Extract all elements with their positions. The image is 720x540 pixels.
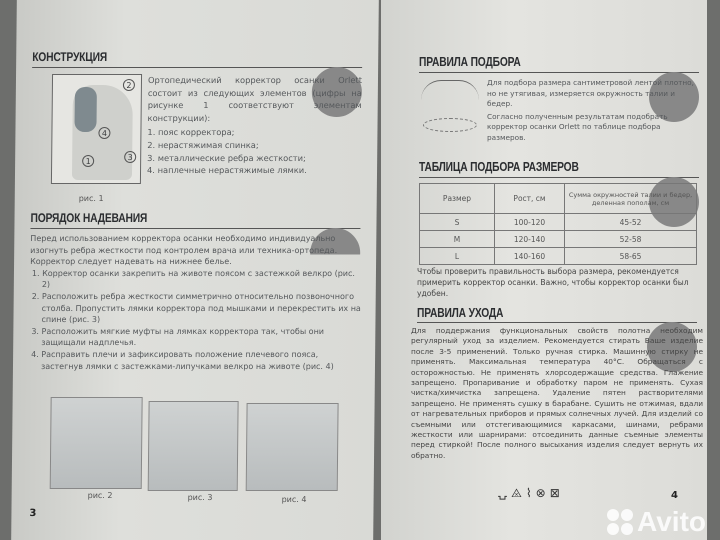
photo-caption: рис. 3 bbox=[187, 493, 213, 502]
step: 4. Расправить плечи и зафиксировать положение плечевого пояса, застегнув лямки с застежками-липучками велкро на животе (рис. 4) bbox=[31, 349, 334, 371]
right-page bbox=[381, 0, 707, 540]
list-item: 3. металлические ребра жесткости; bbox=[147, 152, 306, 163]
figure-caption: рис. 1 bbox=[78, 194, 104, 203]
figure-1 bbox=[51, 74, 142, 184]
photo-caption: рис. 4 bbox=[281, 495, 307, 504]
no-iron-icon: ⌇ bbox=[525, 486, 532, 500]
fitting-p1: Для подбора размера сантиметровой лентой плотно, но не утягивая, измеряется окружность талии и бедер. bbox=[487, 78, 694, 108]
marker: 4 bbox=[98, 127, 110, 139]
cell: 100-120 bbox=[495, 214, 565, 231]
header-cell: Сумма окружностей талии и бедер, деленная пополам, см bbox=[565, 184, 697, 214]
cell: 52-58 bbox=[565, 231, 697, 248]
fitting-p2: Согласно полученным результатам подобрать корректор осанки Orlett по таблице подбора размеров. bbox=[487, 111, 668, 142]
size-table bbox=[419, 183, 697, 265]
intro: Перед использованием корректора осанки необходимо индивидуально изогнуть ребра жесткости под контролем врача или техника-ортопеда. Корректор следует надевать на нижнее белье. bbox=[30, 234, 338, 267]
photo-fig-3 bbox=[148, 401, 239, 491]
photo-fig-4 bbox=[246, 403, 339, 491]
step: 1. Корректор осанки закрепить на животе поясом с застежкой велкро (рис. 2) bbox=[31, 268, 356, 290]
left-page bbox=[11, 0, 379, 540]
watermark-text: Avito bbox=[637, 506, 706, 537]
hand-wash-icon: ⍽ bbox=[498, 486, 508, 500]
care-heading: ПРАВИЛА УХОДА bbox=[417, 306, 504, 320]
header-cell: Размер bbox=[420, 184, 495, 214]
list-item: 1. пояс корректора; bbox=[147, 127, 235, 138]
table-row bbox=[420, 248, 697, 265]
wearing-text bbox=[29, 233, 362, 372]
table-header-row bbox=[420, 184, 697, 214]
cell: 45-52 bbox=[565, 214, 697, 231]
wearing-heading: ПОРЯДОК НАДЕВАНИЯ bbox=[30, 211, 148, 225]
avito-watermark bbox=[607, 506, 706, 538]
construction-text bbox=[147, 74, 362, 177]
photo-caption: рис. 2 bbox=[87, 491, 113, 500]
divider bbox=[419, 72, 699, 73]
table-row bbox=[420, 231, 697, 248]
size-table-heading: ТАБЛИЦА ПОДБОРА РАЗМЕРОВ bbox=[419, 160, 579, 174]
divider bbox=[419, 177, 699, 178]
divider bbox=[32, 67, 362, 68]
page-number: 4 bbox=[671, 490, 678, 501]
marker: 1 bbox=[82, 155, 94, 167]
torso-illustration bbox=[421, 80, 479, 138]
cell: L bbox=[420, 248, 495, 265]
page-number: 3 bbox=[29, 508, 37, 519]
marker: 2 bbox=[123, 79, 135, 91]
no-dry-clean-icon: ⊗ bbox=[535, 486, 546, 500]
no-tumble-dry-icon: ⊠ bbox=[549, 486, 560, 500]
fitting-text bbox=[487, 78, 701, 143]
size-note: Чтобы проверить правильность выбора размера, рекомендуется примерить корректор осанки. Важно, чтобы корректор осанки был удобен. bbox=[417, 267, 689, 298]
avito-logo-icon bbox=[607, 509, 633, 535]
cell: S bbox=[420, 214, 495, 231]
cell: 120-140 bbox=[495, 231, 565, 248]
intro: Ортопедический корректор осанки Orlett состоит из следующих элементов (цифры на рисунке 1 соответствуют элементам конструкции): bbox=[147, 75, 363, 123]
divider bbox=[417, 322, 697, 323]
step: 2. Расположить ребра жесткости симметрично относительно позвоночного столба. Пропустить лямки корректора под мышками и перекрестить их на спине (рис. 3) bbox=[31, 291, 361, 325]
divider bbox=[30, 228, 360, 229]
cell: M bbox=[420, 231, 495, 248]
fitting-heading: ПРАВИЛА ПОДБОРА bbox=[419, 55, 521, 69]
construction-heading: КОНСТРУКЦИЯ bbox=[32, 50, 108, 64]
cell: 58-65 bbox=[565, 248, 697, 265]
care-icons bbox=[498, 486, 560, 501]
step: 3. Расположить мягкие муфты на лямках корректора так, чтобы они защищали надплечья. bbox=[31, 326, 325, 348]
marker: 3 bbox=[124, 151, 136, 163]
no-bleach-icon: ⨻ bbox=[511, 486, 522, 500]
list-item: 2. нерастяжимая спинка; bbox=[147, 139, 259, 150]
list-item: 4. наплечные нерастяжимые лямки. bbox=[146, 165, 307, 176]
header-cell: Рост, см bbox=[495, 184, 565, 214]
cell: 140-160 bbox=[495, 248, 565, 265]
table-row bbox=[420, 214, 697, 231]
photo-fig-2 bbox=[50, 397, 143, 489]
care-text: Для поддержания функциональных свойств полотна необходим регулярный уход за изделием. Рекомендуется стирать Ваше изделие после 3-5 применений. Только ручная стирка. Машинную стирку не применять. Максимальная температура 40°C. Обращаться с осторожностью. Не применять хлорсодержащие средства. Глажение запрещено. Пропаривание и обработку паром не применять. Сухая чистка/химчистка запрещена. Удаление пятен растворителями запрещено. Не применять сушку в барабане. Сушить не отжимая, вдали от нагревательных приборов и прямых солнечных лучей. Для изделий со съемными или отстегивающимися каркасами, шинами, ребрами жесткости или шарнирами: отсоединить данные съемные элементы перед стиркой! После полного высыхания изделия следует вернуть их обратно. bbox=[411, 326, 703, 460]
